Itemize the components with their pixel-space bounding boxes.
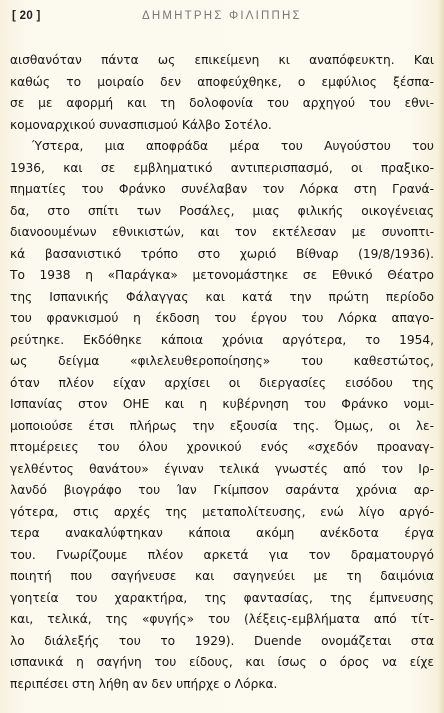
text-line: καθώς το μοιραίο δεν αποφεύχθηκε, ο εμφύλιος ξέσπα- [10, 74, 434, 89]
text-line: της Ισπανικής Φάλαγγας και κατά την πρώτη περίοδο [10, 289, 434, 304]
text-line: πηματίες του Φράνκο συνέλαβαν τον Λόρκα στη Γρανά- [10, 182, 434, 196]
text-line: 1936, και σε εμβληματικό αντιπερισπασμό, οι πραξικο- [10, 160, 434, 175]
text-line: λο διάλεξής του το 1929). Duende ονομάζεται στα [10, 633, 434, 648]
text-line: περιπέσει στη λήθη αν δεν υπήρχε ο Λόρκα. [10, 676, 278, 691]
text-line: γελθέντος θανάτου» έγιναν τελικά γνωστές από τον Ιρ- [10, 461, 434, 476]
text-line: δα, στο σπίτι των Ροσάλες, μιας φιλικής οικογένειας [10, 203, 434, 218]
body-text [10, 50, 434, 695]
text-line: γοητεία του χαρακτήρα, της φαντασίας, της έμπνευσης [10, 590, 434, 605]
running-title: ΔΗΜΗΤΡΗΣ ΦΙΛΙΠΠΗΣ [142, 10, 302, 22]
text-line: γότερα, στις αρχές της μεταπολίτευσης, ενώ λίγο αργό- [10, 504, 434, 519]
text-line: του. Γνωρίζουμε πλέον αρκετά για τον δραματουργό [10, 547, 434, 562]
text-line: μοποιούσε έτσι πλήρως την εξουσία της. Όμως, οι λε- [10, 418, 434, 433]
text-line: ποιητή που σαγήνευσε και σαγηνεύει με τη δαιμόνια [10, 569, 434, 583]
text-line: ισπανικά η σαγήνη του είδους, και ίσως ο όρος να είχε [10, 655, 434, 669]
page-edge-shadow [438, 0, 444, 713]
text-line: σε με αφορμή και τη δολοφονία του αρχηγού του εθνι- [10, 96, 434, 110]
text-line: πτομέρειες του όλου χρονικού ενός «σχεδόν προαναγ- [10, 440, 434, 454]
text-line: διανοουμένων εθνικιστών, και τον εκτέλεσαν με συνοπτι- [10, 225, 434, 239]
text-line: κά βασανιστικό τρόπο στο χωριό Βίθναρ (19/8/1936). [10, 246, 434, 261]
text-line: όταν πλέον είχαν αρχίσει οι διεργασίες εισόδου της [10, 375, 434, 390]
text-line: κομοναρχικού συνασπισμού Κάλβο Σοτέλο. [10, 117, 272, 132]
text-line: Το 1938 η «Παράγκα» μετονομάστηκε σε Εθνικό Θέατρο [10, 268, 434, 282]
text-line: λανδό βιογράφο του Ίαν Γκίμπσον σαράντα χρόνια αρ- [10, 483, 434, 497]
text-line: ρεύτηκε. Εκδόθηκε κάποια χρόνια αργότερα, το 1954, [10, 332, 434, 347]
page-number: [ 20 ] [12, 10, 41, 22]
text-line: αισθανόταν πάντα ως επικείμενη κι αναπόφευκτη. Και [10, 53, 434, 67]
text-line: Ύστερα, μια αποφράδα μέρα του Αυγούστου του [32, 139, 434, 153]
text-line: τερα ανακαλύφτηκαν κάποια ακόμη ανέκδοτα έργα [10, 526, 434, 540]
text-line: ως δείγμα «φιλελευθεροποίησης» του καθεστώτος, [10, 354, 434, 368]
text-line: του φρανκισμού η έκδοση του έργου του Λόρκα απαγο- [10, 311, 434, 325]
text-line: και, τελικά, της «φυγής» του (λέξεις-εμβλήματα από τίτ- [10, 612, 434, 626]
text-line: Ισπανίας στον ΟΗΕ και η κυβέρνηση του Φράνκο νομι- [10, 397, 434, 411]
